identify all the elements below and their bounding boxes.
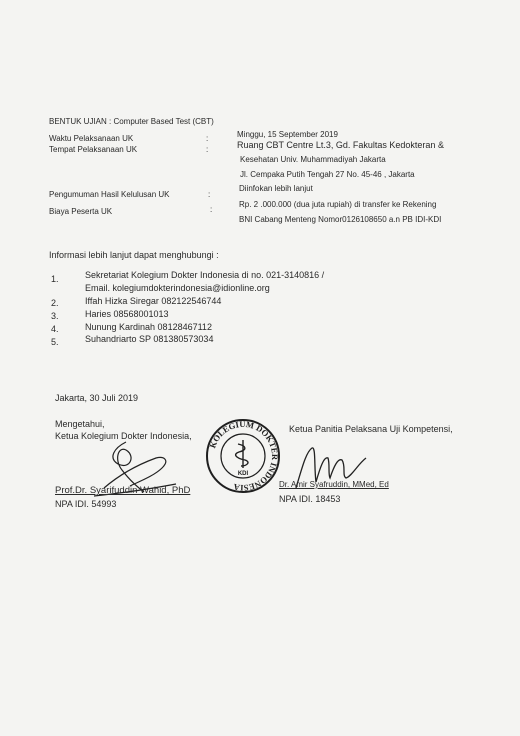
contact-number: 3.	[51, 311, 59, 321]
right-signatory-npa: NPA IDI. 18453	[279, 494, 341, 504]
contact-line: Haries 08568001013	[85, 309, 169, 319]
detail-value: BNI Cabang Menteng Nomor0126108650 a.n PB IDI-KDI	[239, 215, 442, 224]
detail-value: Kesehatan Univ. Muhammadiyah Jakarta	[240, 155, 386, 164]
acknowledged: Mengetahui,	[55, 419, 105, 429]
detail-value: Rp. 2 .000.000 (dua juta rupiah) di transfer ke Rekening	[239, 200, 437, 209]
contact-line: Nunung Kardinah 08128467112	[85, 322, 212, 332]
contact-number: 1.	[51, 274, 59, 284]
left-signatory-name: Prof.Dr. Syarifuddin Wahid, PhD	[55, 485, 191, 496]
detail-colon: :	[208, 190, 211, 199]
contact-number: 2.	[51, 298, 59, 308]
contact-line: Suhandriarto SP 081380573034	[85, 334, 214, 344]
left-signatory-title: Ketua Kolegium Dokter Indonesia,	[55, 431, 192, 441]
detail-colon: :	[206, 145, 209, 154]
detail-label-pengumuman: Pengumuman Hasil Kelulusan UK	[49, 190, 170, 199]
contact-number: 5.	[51, 337, 59, 347]
right-signatory-title: Ketua Panitia Pelaksana Uji Kompetensi,	[289, 424, 453, 434]
detail-colon: :	[210, 205, 213, 214]
exam-type: BENTUK UJIAN : Computer Based Test (CBT)	[49, 117, 214, 126]
right-signatory-name: Dr. Amir Syafruddin, MMed, Ed	[279, 480, 389, 489]
detail-label-tempat: Tempat Pelaksanaan UK	[49, 145, 138, 154]
contact-line: Email. kolegiumdokterindonesia@idionline.org	[85, 283, 270, 293]
contact-number: 4.	[51, 324, 59, 334]
seal-abbr: KDI	[237, 471, 249, 477]
detail-value: Jl. Cempaka Putih Tengah 27 No. 45-46 , Jakarta	[240, 170, 415, 179]
detail-value: Minggu, 15 September 2019	[237, 130, 338, 139]
contact-line: Iffah Hizka Siregar 082122546744	[85, 296, 222, 306]
detail-colon: :	[206, 134, 209, 143]
detail-value: Ruang CBT Centre Lt.3, Gd. Fakultas Kedokteran &	[237, 140, 444, 150]
detail-label-biaya: Biaya Peserta UK	[49, 207, 113, 216]
contact-intro: Informasi lebih lanjut dapat menghubungi :	[49, 250, 219, 260]
detail-value: Diinfokan lebih lanjut	[239, 184, 313, 193]
contact-line: Sekretariat Kolegium Dokter Indonesia di no. 021-3140816 /	[85, 270, 325, 280]
left-signatory-npa: NPA IDI. 54993	[55, 499, 117, 509]
kolegium-seal	[205, 418, 281, 494]
detail-label-waktu: Waktu Pelaksanaan UK	[49, 134, 134, 143]
place-date: Jakarta, 30 Juli 2019	[55, 393, 139, 403]
seal-ring-text: KOLEGIUM DOKTER INDONESIA	[207, 418, 281, 494]
